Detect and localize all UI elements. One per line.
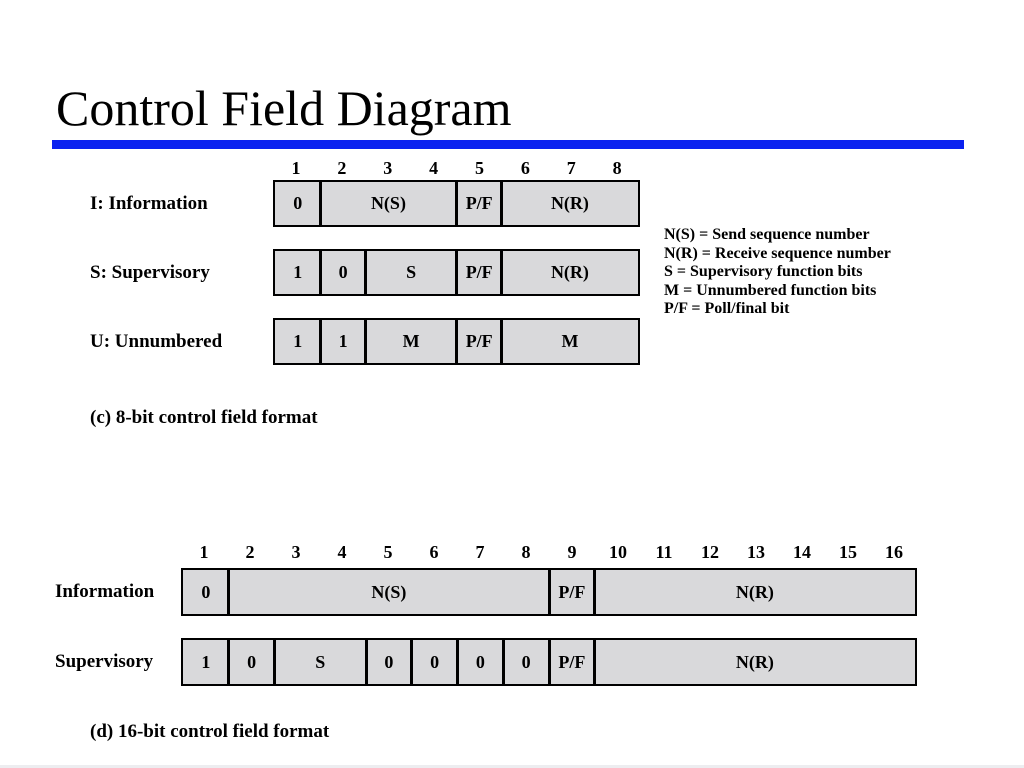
bit-number-16bit: 5 bbox=[383, 542, 393, 562]
legend bbox=[664, 226, 891, 319]
field-row-16bit bbox=[181, 638, 917, 686]
bit-number-8bit: 8 bbox=[612, 158, 622, 178]
field-cell: 0 bbox=[247, 651, 257, 672]
legend-entry: P/F = Poll/final bit bbox=[664, 300, 790, 317]
field-cell: 1 bbox=[201, 651, 211, 672]
field-row-16bit bbox=[181, 568, 917, 616]
row-label-8bit: U: Unnumbered bbox=[90, 330, 223, 352]
bit-number-8bit: 4 bbox=[429, 158, 439, 178]
field-row-8bit bbox=[273, 180, 640, 227]
bit-number-8bit: 7 bbox=[566, 158, 576, 178]
field-cell: 0 bbox=[384, 651, 394, 672]
row-label-8bit: I: Information bbox=[90, 192, 208, 214]
field-cell: P/F bbox=[465, 193, 493, 213]
field-cell: S bbox=[406, 262, 417, 282]
field-cell: P/F bbox=[558, 651, 586, 672]
bit-number-16bit: 11 bbox=[655, 542, 673, 562]
field-cell: M bbox=[402, 331, 420, 351]
bit-number-16bit: 12 bbox=[701, 542, 719, 562]
bit-number-8bit: 3 bbox=[383, 158, 393, 178]
field-cell: 1 bbox=[293, 331, 303, 351]
bit-number-16bit: 9 bbox=[567, 542, 577, 562]
bit-number-16bit: 16 bbox=[885, 542, 903, 562]
field-cell: 0 bbox=[430, 651, 440, 672]
bit-number-16bit: 1 bbox=[199, 542, 209, 562]
bit-number-16bit: 4 bbox=[337, 542, 347, 562]
legend-entry: N(R) = Receive sequence number bbox=[664, 244, 891, 262]
caption-16bit: (d) 16-bit control field format bbox=[90, 721, 330, 742]
row-label-16bit: Information bbox=[55, 581, 155, 602]
field-cell: M bbox=[561, 331, 579, 351]
field-cell: S bbox=[315, 651, 326, 672]
bit-number-8bit: 6 bbox=[520, 158, 530, 178]
legend-entry: M = Unnumbered function bits bbox=[664, 281, 877, 299]
bit-number-16bit: 10 bbox=[609, 542, 627, 562]
field-cell: 1 bbox=[338, 331, 348, 351]
bit-number-16bit: 2 bbox=[245, 542, 255, 562]
row-label-8bit: S: Supervisory bbox=[90, 261, 210, 283]
legend-entry: N(S) = Send sequence number bbox=[664, 226, 870, 243]
field-cell: P/F bbox=[465, 262, 493, 282]
field-row-8bit bbox=[273, 318, 640, 365]
field-cell: N(R) bbox=[735, 581, 774, 602]
field-cell: 1 bbox=[293, 262, 303, 282]
field-cell: N(S) bbox=[370, 193, 406, 213]
field-cell: N(R) bbox=[735, 651, 774, 672]
bit-number-16bit: 8 bbox=[521, 542, 531, 562]
row-label-16bit: Supervisory bbox=[55, 651, 154, 672]
bit-number-8bit: 1 bbox=[291, 158, 301, 178]
bit-number-8bit: 2 bbox=[337, 158, 347, 178]
field-cell: P/F bbox=[558, 581, 586, 602]
field-cell: 0 bbox=[293, 193, 303, 213]
caption-8bit: (c) 8-bit control field format bbox=[90, 407, 318, 428]
bit-number-16bit: 14 bbox=[793, 542, 811, 562]
bit-number-16bit: 3 bbox=[291, 542, 301, 562]
field-cell: 0 bbox=[521, 651, 531, 672]
bit-number-8bit: 5 bbox=[474, 158, 484, 178]
bit-number-16bit: 7 bbox=[475, 542, 485, 562]
title-underline bbox=[52, 140, 964, 149]
field-cell: N(R) bbox=[550, 193, 589, 213]
field-row-8bit bbox=[273, 249, 640, 296]
field-cell: 0 bbox=[475, 651, 485, 672]
page-title: Control Field Diagram bbox=[56, 80, 512, 136]
field-cell: 0 bbox=[338, 262, 348, 282]
field-cell: N(S) bbox=[371, 581, 407, 602]
legend-entry: S = Supervisory function bits bbox=[664, 263, 863, 280]
bit-number-16bit: 6 bbox=[429, 542, 439, 562]
field-cell: P/F bbox=[465, 331, 493, 351]
bit-number-16bit: 13 bbox=[747, 542, 765, 562]
field-cell: 0 bbox=[201, 581, 211, 602]
bit-number-16bit: 15 bbox=[839, 542, 857, 562]
field-cell: N(R) bbox=[550, 262, 589, 282]
